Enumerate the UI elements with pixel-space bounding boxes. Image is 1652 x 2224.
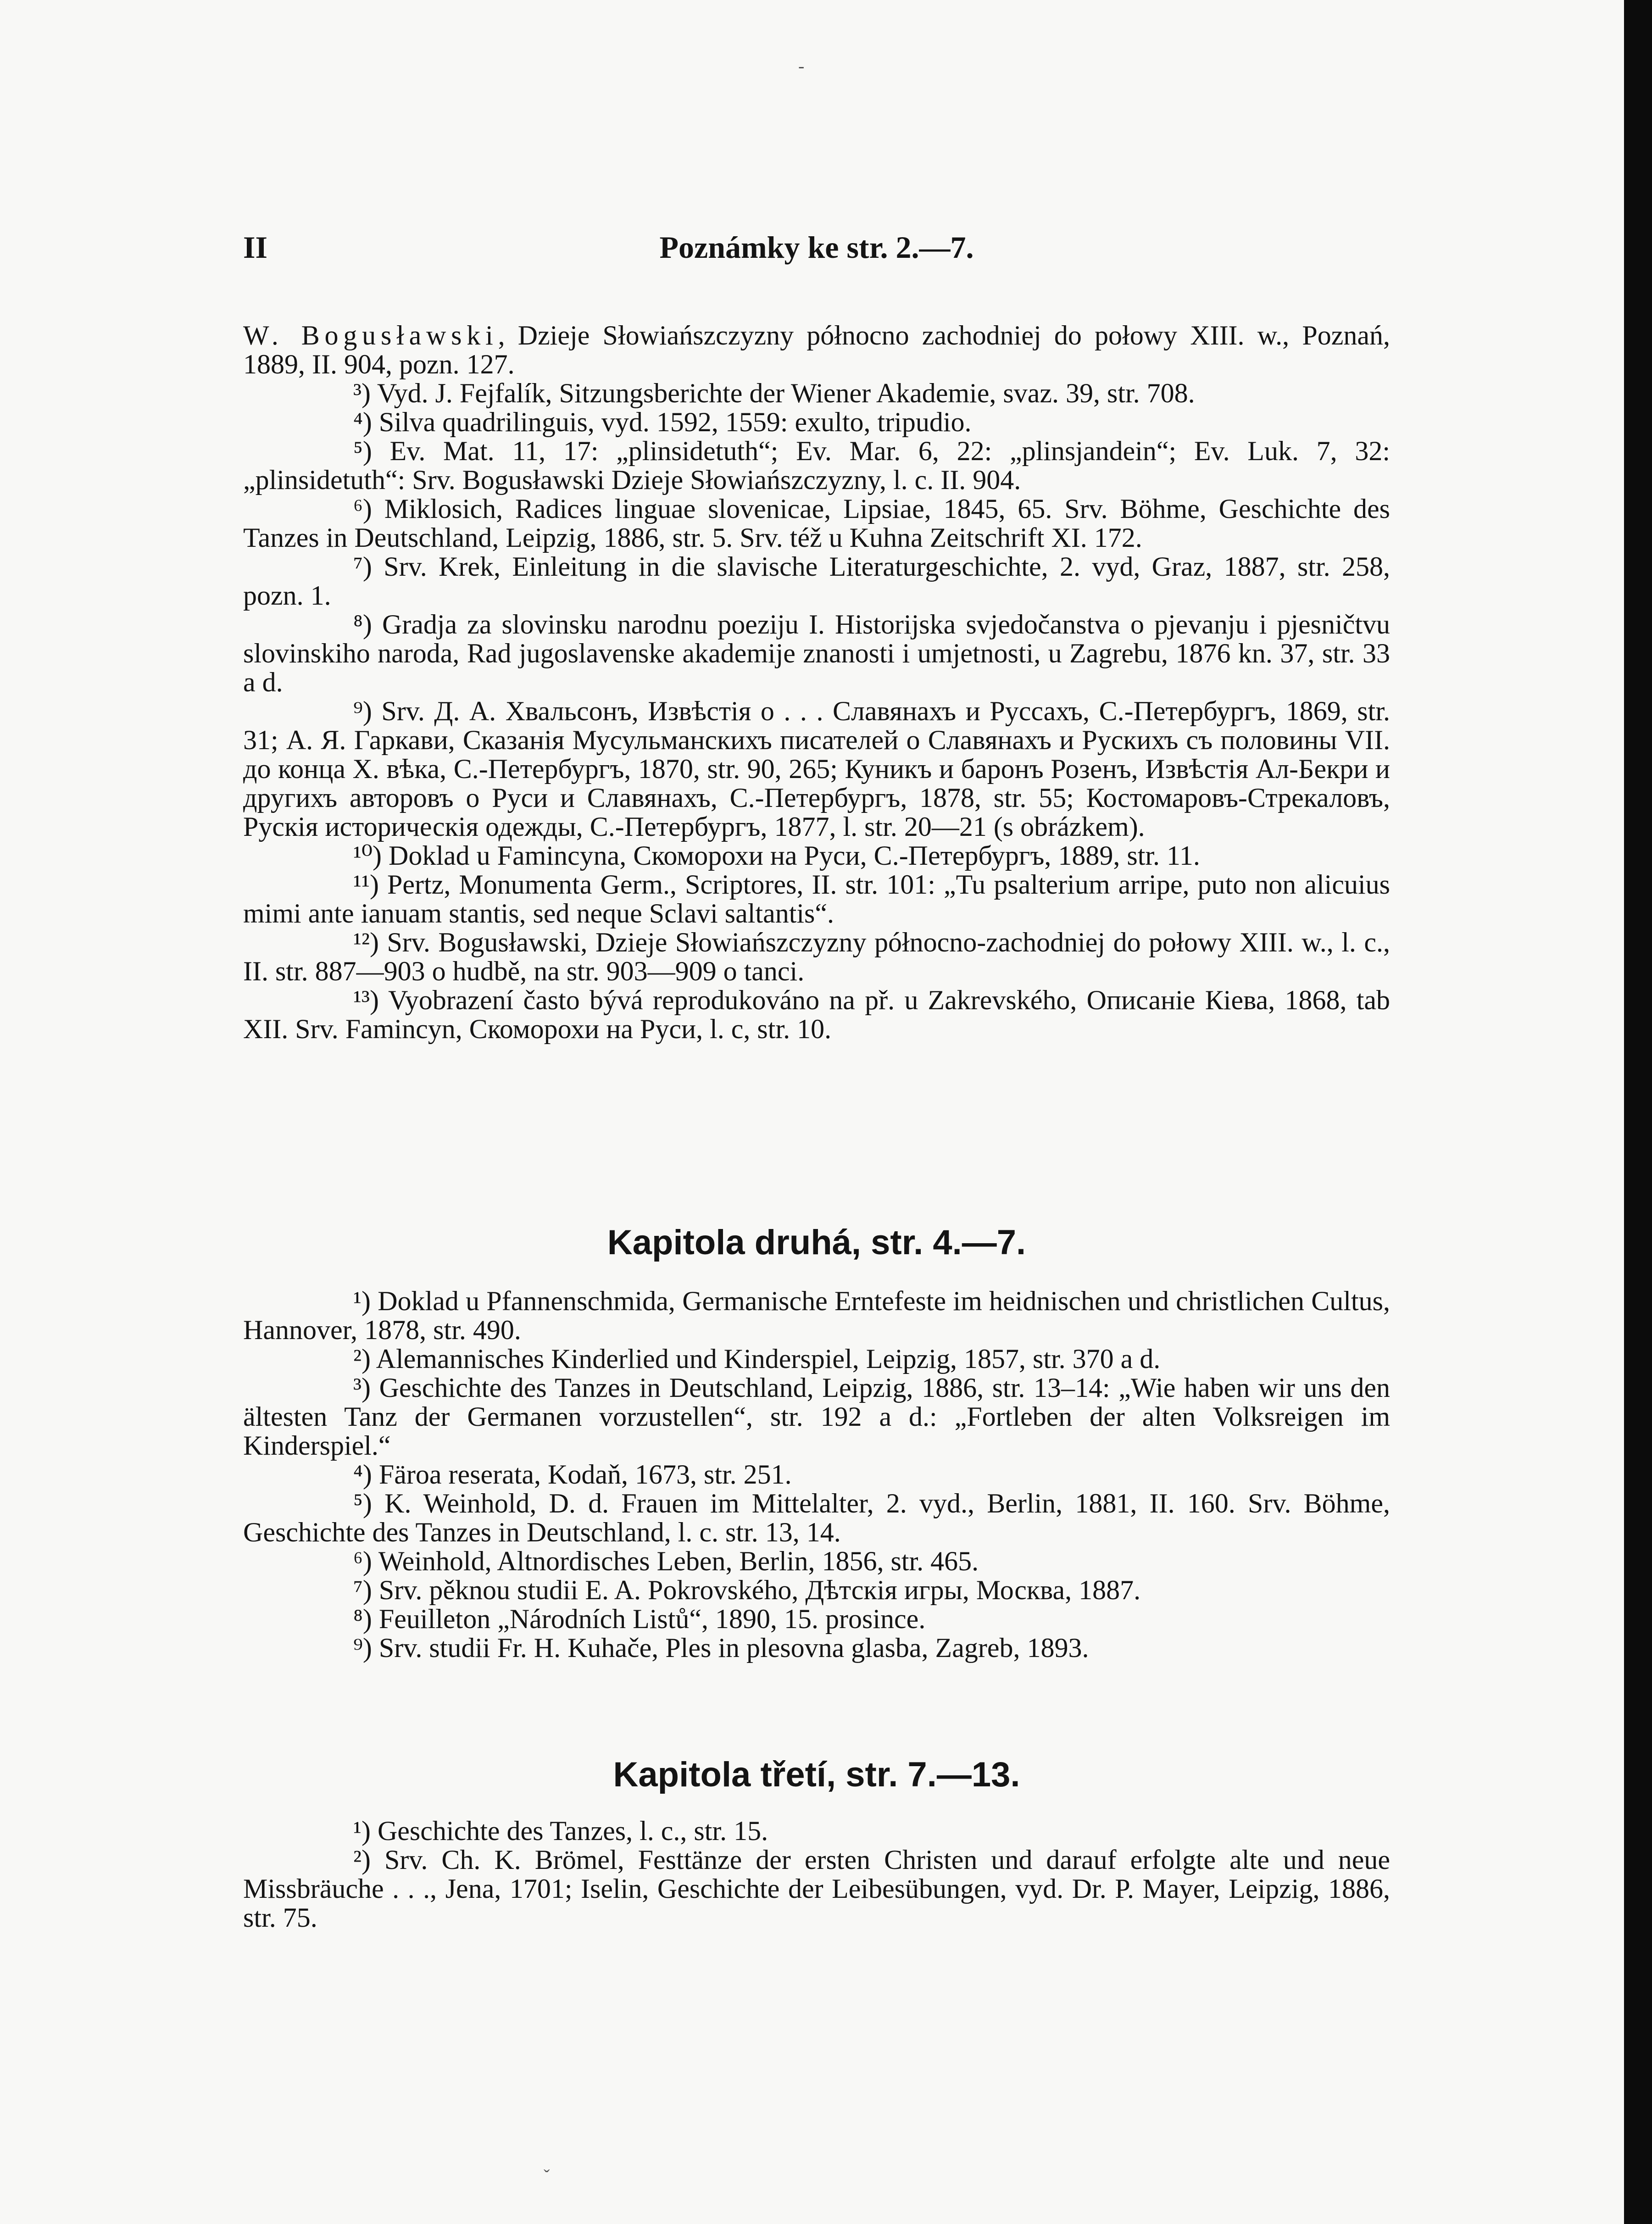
footnote: ⁴) Silva quadrilinguis, vyd. 1592, 1559: exulto, tripudio. [353, 407, 972, 437]
chapter2-notes [243, 1287, 1390, 1662]
footnote: ⁷) Srv. pěknou studii E. A. Pokrovského, Дѣтскія игры, Москва, 1887. [353, 1575, 1141, 1605]
footnote: ¹) Doklad u Pfannenschmida, Germanische Erntefeste im heidnischen und christlichen Cultus, Hannover, 1878, str. 490. [243, 1286, 1390, 1345]
running-head [243, 229, 1390, 271]
footnote: ⁶) Miklosich, Radices linguae slovenicae, Lipsiae, 1845, 65. Srv. Böhme, Geschichte des Tanzes in Deutschland, Leipzig, 1886, str. 5. Srv. též u Kuhna Zeitschrift XI. 172. [243, 494, 1390, 553]
footnote: ¹) Geschichte des Tanzes, l. c., str. 15. [353, 1816, 768, 1846]
footnote: ²) Alemannisches Kinderlied und Kinderspiel, Leipzig, 1857, str. 370 a d. [353, 1344, 1161, 1374]
footnote: ¹³) Vyobrazení často bývá reprodukováno na př. u Zakrevského, Описаніе Кіева, 1868, tab XII. Srv. Famincyn, Скоморохи на Руси, l. c, str. 10. [243, 985, 1390, 1044]
footnote: ⁶) Weinhold, Altnordisches Leben, Berlin, 1856, str. 465. [353, 1546, 979, 1576]
footnote: ¹²) Srv. Bogusławski, Dzieje Słowiańszczyzny północno-zachodniej do połowy XIII. w., l. c., II. str. 887—903 o hudbě, na str. 903—909 o tanci. [243, 927, 1390, 986]
scan-edge [1624, 0, 1652, 2224]
footnote: ³) Geschichte des Tanzes in Deutschland, Leipzig, 1886, str. 13–14: „Wie haben wir uns den ältesten Tanz der Germanen vorzustellen“, str. 192 a d.: „Fortleben der alten Volksreigen im Kinderspiel.“ [243, 1373, 1390, 1461]
footnote: ¹⁰) Doklad u Famincyna, Скоморохи на Руси, С.-Петербургъ, 1889, str. 11. [353, 840, 1200, 871]
footnote: ²) Srv. Ch. K. Brömel, Festtänze der ersten Christen und darauf erfolgte alte und neue Missbräuche . . ., Jena, 1701; Iselin, Geschichte der Leibesübungen, vyd. Dr. P. Mayer, Leipzig, 1886, str. 75. [243, 1845, 1390, 1933]
page-number: II [243, 230, 267, 265]
chapter1-notes [243, 321, 1390, 1044]
footnote: ⁸) Feuilleton „Národních Listů“, 1890, 15. prosince. [353, 1604, 926, 1634]
footnote-text: , Dzieje Słowiańszczyzny północno zachodniej do połowy XIII. w., Poznań, 1889, II. 904, pozn. 127. [243, 320, 1391, 379]
footnote: ⁵) K. Weinhold, D. d. Frauen im Mittelalter, 2. vyd., Berlin, 1881, II. 160. Srv. Böhme, Geschichte des Tanzes in Deutschland, l. c. str. 13, 14. [243, 1488, 1390, 1547]
author-name: W. Bogusławski [243, 320, 498, 350]
chapter2-heading: Kapitola druhá, str. 4.—7. [607, 1223, 1026, 1262]
page-mark-bottom: ˇ [544, 2166, 550, 2186]
footnote: ³) Vyd. J. Fejfalík, Sitzungsberichte der Wiener Akademie, svaz. 39, str. 708. [353, 378, 1195, 408]
footnote: ⁴) Färoa reserata, Kodaň, 1673, str. 251. [353, 1459, 792, 1490]
running-title: Poznámky ke str. 2.—7. [659, 230, 974, 265]
footnote: ⁹) Srv. studii Fr. H. Kuhače, Ples in plesovna glasba, Zagreb, 1893. [353, 1633, 1089, 1663]
footnote: ¹¹) Pertz, Monumenta Germ., Scriptores, II. str. 101: „Tu psalterium arripe, puto non alicuius mimi ante ianuam stantis, sed neque Sclavi saltantis“. [243, 869, 1390, 929]
footnote: ⁸) Gradja za slovinsku narodnu poeziju I. Historijska svjedočanstva o pjevanju i pjesničtvu slovinskiho naroda, Rad jugoslavenske akademije znanosti i umjetnosti, u Zagrebu, 1876 kn. 37, str. 33 a d. [243, 609, 1390, 697]
chapter3-notes [243, 1817, 1390, 1932]
footnote [243, 321, 1390, 379]
footnote: ⁹) Srv. Д. А. Хвальсонъ, Извѣстія о . . . Славянахъ и Руссахъ, С.-Петербургъ, 1869, str. 31; А. Я. Гаркави, Сказанія Мусульманскихъ писателей о Славянахъ и Рускихъ съ половины VII. до конца X. вѣка, С.-Петербургъ, 1870, str. 90, 265; Куникъ и баронъ Розенъ, Извѣстія Ал-Бекри и другихъ авторовъ о Руси и Славянахъ, С.-Петербургъ, 1878, str. 55; Костомаровъ-Стрекаловъ, Рускія историческія одежды, С.-Петербургъ, 1877, l. str. 20—21 (s obrázkem). [243, 696, 1390, 842]
footnote: ⁵) Ev. Mat. 11, 17: „plinsidetuth“; Ev. Mar. 6, 22: „plinsjandein“; Ev. Luk. 7, 32: „plinsidetuth“: Srv. Bogusławski Dzieje Słowiańszczyzny, l. c. II. 904. [243, 436, 1390, 495]
footnote: ⁷) Srv. Krek, Einleitung in die slavische Literaturgeschichte, 2. vyd, Graz, 1887, str. 258, pozn. 1. [243, 551, 1390, 611]
page-mark-top: - [798, 56, 805, 76]
chapter3-heading: Kapitola třetí, str. 7.—13. [613, 1755, 1020, 1794]
